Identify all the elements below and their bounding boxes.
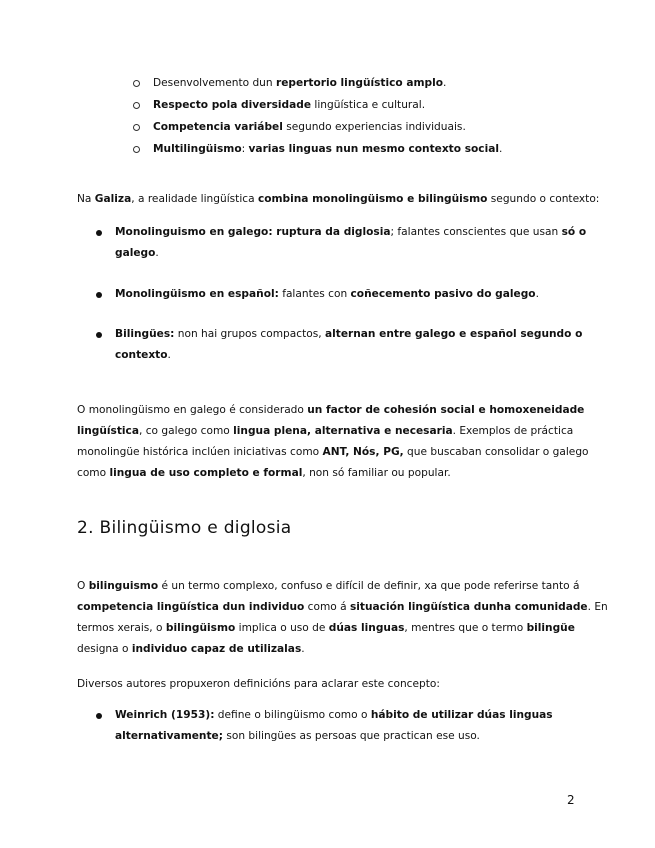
text: . [535, 288, 539, 300]
bold-text: competencia lingüística dun individuo [77, 601, 305, 613]
bullet-line [115, 284, 566, 305]
bullet-icon [96, 292, 102, 298]
circle-bullet-list [133, 72, 502, 160]
text: non hai grupos compactos, [174, 328, 325, 340]
text: que buscaban consolidar o galego [403, 446, 589, 458]
bold-text: lingua plena, alternativa e necesaria [233, 425, 453, 437]
bold-text: un factor de cohesión social e homoxeneidade [307, 404, 585, 416]
text: designa o [77, 643, 132, 655]
bold-text: Monolinguismo en galego: ruptura da diglosia [115, 226, 391, 238]
text: O [77, 580, 89, 592]
text: segundo o contexto: [487, 193, 600, 205]
text: son bilingües as persoas que practican ese uso. [222, 730, 480, 742]
circle-bullet-icon [133, 138, 141, 160]
text: , mentres que o termo [404, 622, 527, 634]
text: define o bilingüismo como o [214, 709, 371, 721]
list-item [133, 138, 502, 160]
list-item [133, 116, 502, 138]
bold-text: alternan entre galego e español segundo o [324, 328, 583, 340]
list-bold-text: Multilingüismo [153, 143, 242, 155]
bullet-line [115, 222, 587, 243]
list-item [133, 94, 502, 116]
bold-text: Bilingües: [115, 328, 175, 340]
bold-text: bilinguismo [88, 580, 159, 592]
bold-text: ANT, Nós, PG, [322, 446, 404, 458]
list-item [133, 72, 502, 94]
paragraph-line [77, 442, 589, 463]
list-text: lingüística e cultural. [311, 99, 426, 111]
list-text: Desenvolvemento dun [153, 77, 276, 89]
paragraph-line [77, 576, 579, 597]
text: é un termo complexo, confuso e difícil de definir, xa que pode referirse tanto á [158, 580, 580, 592]
list-text: . [499, 143, 503, 155]
bold-text: coñecemento pasivo do galego [350, 288, 536, 300]
text: . En [587, 601, 608, 613]
section-heading: 2. Bilingüismo e diglosia [77, 518, 292, 538]
bold-text: alternativamente; [115, 730, 223, 742]
bold-text: Monolingüismo en español: [115, 288, 279, 300]
bullet-line [115, 324, 583, 345]
paragraph-line [77, 639, 579, 660]
bold-text: individuo capaz de utilizalas [131, 643, 302, 655]
list-bold-text: repertorio lingüístico amplo [275, 77, 444, 89]
circle-bullet-icon [133, 94, 141, 116]
bold-text: combina monolingüismo e bilingüismo [257, 193, 488, 205]
bold-text: Weinrich (1953): [115, 709, 215, 721]
bold-text: bilingüe [526, 622, 575, 634]
paragraph-line [77, 618, 579, 639]
paragraph-line [77, 597, 608, 618]
monolinguismo-paragraph [77, 400, 589, 484]
bold-text: situación lingüística dunha comunidade [349, 601, 588, 613]
text: . [167, 349, 171, 361]
circle-bullet-icon [133, 116, 141, 138]
text: implica o uso de [235, 622, 329, 634]
text: , non só familiar ou popular. [302, 467, 451, 479]
text: . [155, 247, 159, 259]
text: . [301, 643, 305, 655]
bold-text: lingua de uso completo e formal [109, 467, 303, 479]
text: Na [77, 193, 95, 205]
text: falantes con [278, 288, 351, 300]
bullet-item-monolinguismo-galego [96, 222, 587, 264]
page-number: 2 [567, 793, 575, 807]
galiza-paragraph [77, 189, 600, 210]
bold-text: bilingüismo [165, 622, 236, 634]
text: termos xerais, o [77, 622, 166, 634]
text: ; falantes conscientes que usan [390, 226, 562, 238]
paragraph-line [77, 400, 585, 421]
bullet-icon [96, 713, 102, 719]
text: . Exemplos de práctica [452, 425, 574, 437]
bilinguismo-paragraph [77, 576, 608, 660]
circle-bullet-icon [133, 72, 141, 94]
text: monolingüe histórica inclúen iniciativas como [77, 446, 323, 458]
list-bold-text: varias linguas nun mesmo contexto social [248, 143, 499, 155]
paragraph-line [77, 463, 579, 484]
bullet-item-monolinguismo-espanol [96, 284, 566, 305]
bullet-line [115, 243, 566, 264]
paragraph-line [77, 421, 579, 442]
text: , co galego como [139, 425, 234, 437]
bullet-line [115, 726, 566, 747]
bold-text: só o [561, 226, 587, 238]
text: O monolingüismo en galego é considerado [77, 404, 308, 416]
bold-text: hábito de utilizar dúas linguas [370, 709, 553, 721]
list-bold-text: Respecto pola diversidade [153, 99, 312, 111]
bold-text: galego [115, 247, 156, 259]
bold-text: lingüística [77, 425, 139, 437]
text: como á [304, 601, 350, 613]
bullet-item-weinrich [96, 705, 566, 747]
text: , a realidade lingüística [131, 193, 258, 205]
authors-paragraph: Diversos autores propuxeron definicións para aclarar este concepto: [77, 678, 440, 690]
bold-text: contexto [115, 349, 168, 361]
bullet-line [115, 345, 566, 366]
list-bold-text: Competencia variábel [153, 121, 283, 133]
bullet-icon [96, 230, 102, 236]
bullet-icon [96, 332, 102, 338]
text: como [77, 467, 110, 479]
bold-text: Galiza [94, 193, 132, 205]
list-text: : [241, 143, 249, 155]
bullet-line [115, 705, 566, 726]
bullet-item-bilingues [96, 324, 583, 366]
bold-text: dúas linguas [328, 622, 405, 634]
list-text: segundo experiencias individuais. [282, 121, 466, 133]
list-text: . [443, 77, 447, 89]
